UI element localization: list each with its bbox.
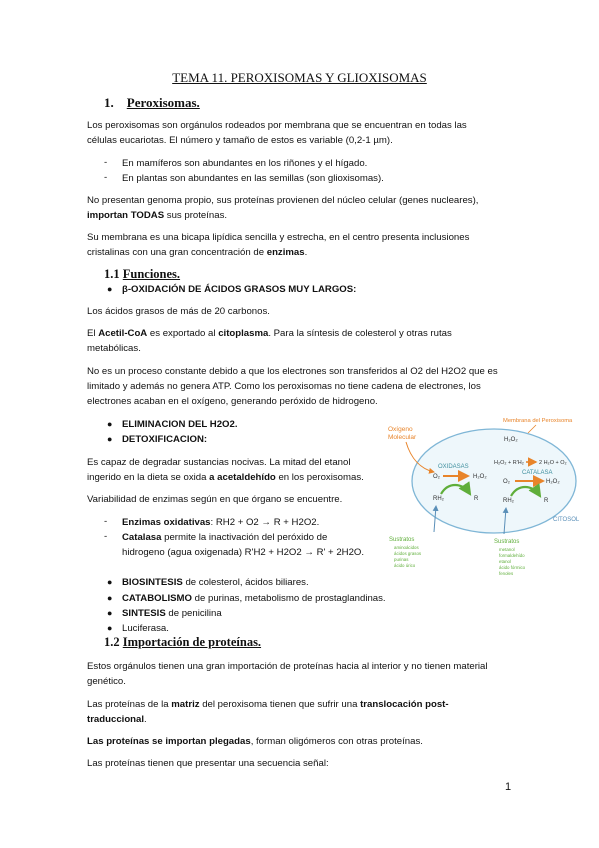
text: ingerido en la dieta se oxida	[87, 472, 210, 483]
signal-text: Las proteínas tienen que presentar una secuencia señal:	[87, 758, 329, 769]
bullet-item	[122, 592, 386, 606]
bold-text: ELIMINACION DEL H2O2.	[122, 419, 238, 430]
bullet-item	[122, 418, 238, 432]
section-label: Funciones.	[122, 267, 181, 281]
dash-item: En mamíferos son abundantes en los riñones y el hígado.	[122, 158, 368, 169]
bold-text: β-OXIDACIÓN DE ÁCIDOS GRASOS MUY LARGOS:	[122, 284, 357, 295]
membrane-line-2	[87, 246, 307, 260]
text: de colesterol, ácidos biliares.	[182, 577, 309, 588]
bold-text: Acetil-CoA	[98, 328, 148, 339]
page-title: TEMA 11. PEROXISOMAS Y GLIOXISOMAS	[172, 70, 427, 85]
text: Las proteínas de la	[87, 699, 172, 710]
bullet-marker: ●	[107, 608, 113, 618]
enzyme-oxidative	[122, 516, 319, 530]
label-sustratos-1: Sustratos	[389, 537, 415, 543]
bold-text: importan TODAS	[87, 210, 165, 221]
text: : RH2 + O2 → R + H2O2.	[210, 517, 320, 528]
label-citosol: CITOSOL	[553, 517, 580, 523]
genome-line-1: No presentan genoma propio, sus proteínas provienen del núcleo celular (genes nucleares),	[87, 195, 479, 206]
text: de purinas, metabolismo de prostaglandinas.	[192, 593, 386, 604]
bold-text: enzimas	[266, 247, 305, 258]
label-cat-eq-right: 2 H₂O + O₂	[539, 460, 567, 466]
peroxisome-diagram	[386, 414, 591, 599]
substrate-2-item: etanol	[499, 559, 511, 564]
bullet-item	[122, 622, 169, 636]
substrate-1-item: purinas	[394, 557, 409, 562]
text: , forman oligómeros con otras proteínas.	[250, 736, 423, 747]
text: .	[304, 247, 308, 258]
section-label: Importación de proteínas.	[122, 635, 262, 649]
import-line-2: genético.	[87, 676, 126, 687]
bold-text: traduccional	[87, 714, 145, 725]
fatty-acids-text: Los ácidos grasos de más de 20 carbonos.	[87, 306, 270, 317]
bullet-marker: ●	[107, 577, 113, 587]
process-line-2: limitado y además no genera ATP. Como los peroxisomas no tiene cadena de electrones, los	[87, 381, 481, 392]
process-line-3: electrones acaban en el oxígeno, generando peróxido de hidrogeno.	[87, 396, 378, 407]
label-r-b: R	[544, 498, 549, 504]
matrix-line-2	[87, 713, 147, 727]
bullet-item	[122, 576, 309, 590]
bullet-marker: ●	[107, 623, 113, 633]
label-sustratos-2: Sustratos	[494, 539, 520, 545]
section-heading-peroxisomas	[104, 95, 200, 111]
substrate-1-item: aminoácidos	[394, 545, 419, 550]
bullet-marker: ●	[107, 419, 113, 429]
label-membrana: Membrana del Peroxisoma	[503, 418, 573, 424]
genome-line-2	[87, 209, 227, 223]
bold-text: Enzimas oxidativas	[122, 517, 211, 528]
beta-oxidation-item	[122, 283, 356, 297]
bullet-marker: ●	[107, 284, 113, 294]
bold-text: Las proteínas se importan plegadas	[87, 736, 251, 747]
intro-line-1: Los peroxisomas son orgánulos rodeados por membrana que se encuentran en todas las	[87, 120, 467, 131]
bold-text: BIOSINTESIS	[122, 577, 183, 588]
label-r: R	[474, 496, 479, 502]
section-number: 1.	[104, 95, 114, 110]
acetil-line-1	[87, 327, 452, 341]
bullet-item	[122, 607, 222, 621]
dash-item: En plantas son abundantes en las semillas (son glioxisomas).	[122, 173, 384, 184]
bold-text: a acetaldehído	[209, 472, 276, 483]
text: .	[144, 714, 147, 725]
label-h2o2: H₂O₂	[473, 474, 487, 480]
variability-text: Variabilidad de enzimas según en que órgano se encuentre.	[87, 494, 343, 505]
folded-text	[87, 735, 423, 749]
text: cristalinas con una gran concentración de	[87, 247, 267, 258]
bullet-item	[122, 433, 207, 447]
bullet-marker: ●	[107, 434, 113, 444]
matrix-line-1	[87, 698, 449, 712]
substrate-1-item: ácidos grasos	[394, 551, 422, 556]
intro-line-2: células eucariotas. El número y tamaño de estos es variable (0,2-1 µm).	[87, 135, 393, 146]
substrate-2-item: fenoles	[499, 571, 514, 576]
text: de penicilina	[165, 608, 222, 619]
page-number: 1	[505, 781, 512, 793]
dash-marker: -	[104, 531, 108, 542]
membrane-line-1: Su membrana es una bicapa lipídica sencilla y estrecha, en el centro presenta inclusiones	[87, 232, 470, 243]
bold-text: CATABOLISMO	[122, 593, 192, 604]
text: del peroxisoma tienen que sufrir una	[199, 699, 361, 710]
label-cat-eq-left: H₂O₂ + R'H₂	[494, 460, 524, 466]
label-rh2: RH₂	[433, 496, 444, 502]
label-catalasa: CATALASA	[522, 470, 553, 476]
membrane-pointer	[528, 425, 536, 433]
bold-text: citoplasma	[218, 328, 269, 339]
bullet-marker: ●	[107, 593, 113, 603]
substrate-2-item: ácido fórmico	[499, 565, 526, 570]
label-h2o2-top: H₂O₂	[504, 437, 518, 443]
text: El	[87, 328, 99, 339]
acetil-line-2: metabólicas.	[87, 343, 141, 354]
substrate-2-item: metanol	[499, 547, 515, 552]
text: . Para la síntesis de colesterol y otras rutas	[268, 328, 452, 339]
dash-marker: -	[104, 157, 108, 168]
section-number: 1.2	[104, 635, 120, 649]
detox-line-2	[87, 471, 364, 485]
enzyme-catalase	[122, 531, 327, 545]
section-number: 1.1	[104, 267, 120, 281]
label-cat-right: H₂O₂	[546, 479, 560, 485]
bold-text: DETOXIFICACION:	[122, 434, 208, 445]
text: en los peroxisomas.	[275, 472, 364, 483]
label-o2: O₂	[433, 474, 440, 480]
section-label: Peroxisomas.	[126, 95, 200, 110]
enzyme-catalase-line-2: hidrogeno (agua oxigenada) R'H2 + H2O2 → R' + 2H2O.	[122, 547, 365, 558]
substrate-1-item: ácido úrico	[394, 563, 416, 568]
bold-text: matriz	[171, 699, 200, 710]
label-cat-left: O₂	[503, 479, 510, 485]
text: permite la inactivación del peróxido de	[161, 532, 328, 543]
substrate-2-item: formaldehído	[499, 553, 525, 558]
text: es exportado al	[147, 328, 219, 339]
process-line-1: No es un proceso constante debido a que los electrones son transferidos al O2 del H2O2 que es	[87, 366, 498, 377]
section-heading-importacion	[104, 635, 261, 650]
label-molecular: Molecular	[388, 434, 417, 441]
dash-marker: -	[104, 516, 108, 527]
label-rh2-b: RH₂	[503, 498, 514, 504]
import-line-1: Estos orgánulos tienen una gran importación de proteínas hacia al interior y no tienen material	[87, 661, 488, 672]
text: Luciferasa.	[122, 623, 169, 634]
label-oxidasas: OXIDASAS	[438, 464, 469, 470]
bold-text: Catalasa	[122, 532, 162, 543]
bold-text: SINTESIS	[122, 608, 166, 619]
section-heading-funciones	[104, 267, 180, 282]
detox-line-1: Es capaz de degradar sustancias nocivas. La mitad del etanol	[87, 457, 351, 468]
label-oxigeno: Oxígeno	[388, 426, 413, 433]
dash-marker: -	[104, 172, 108, 183]
bold-text: translocación post-	[360, 699, 449, 710]
text: sus proteínas.	[164, 210, 228, 221]
